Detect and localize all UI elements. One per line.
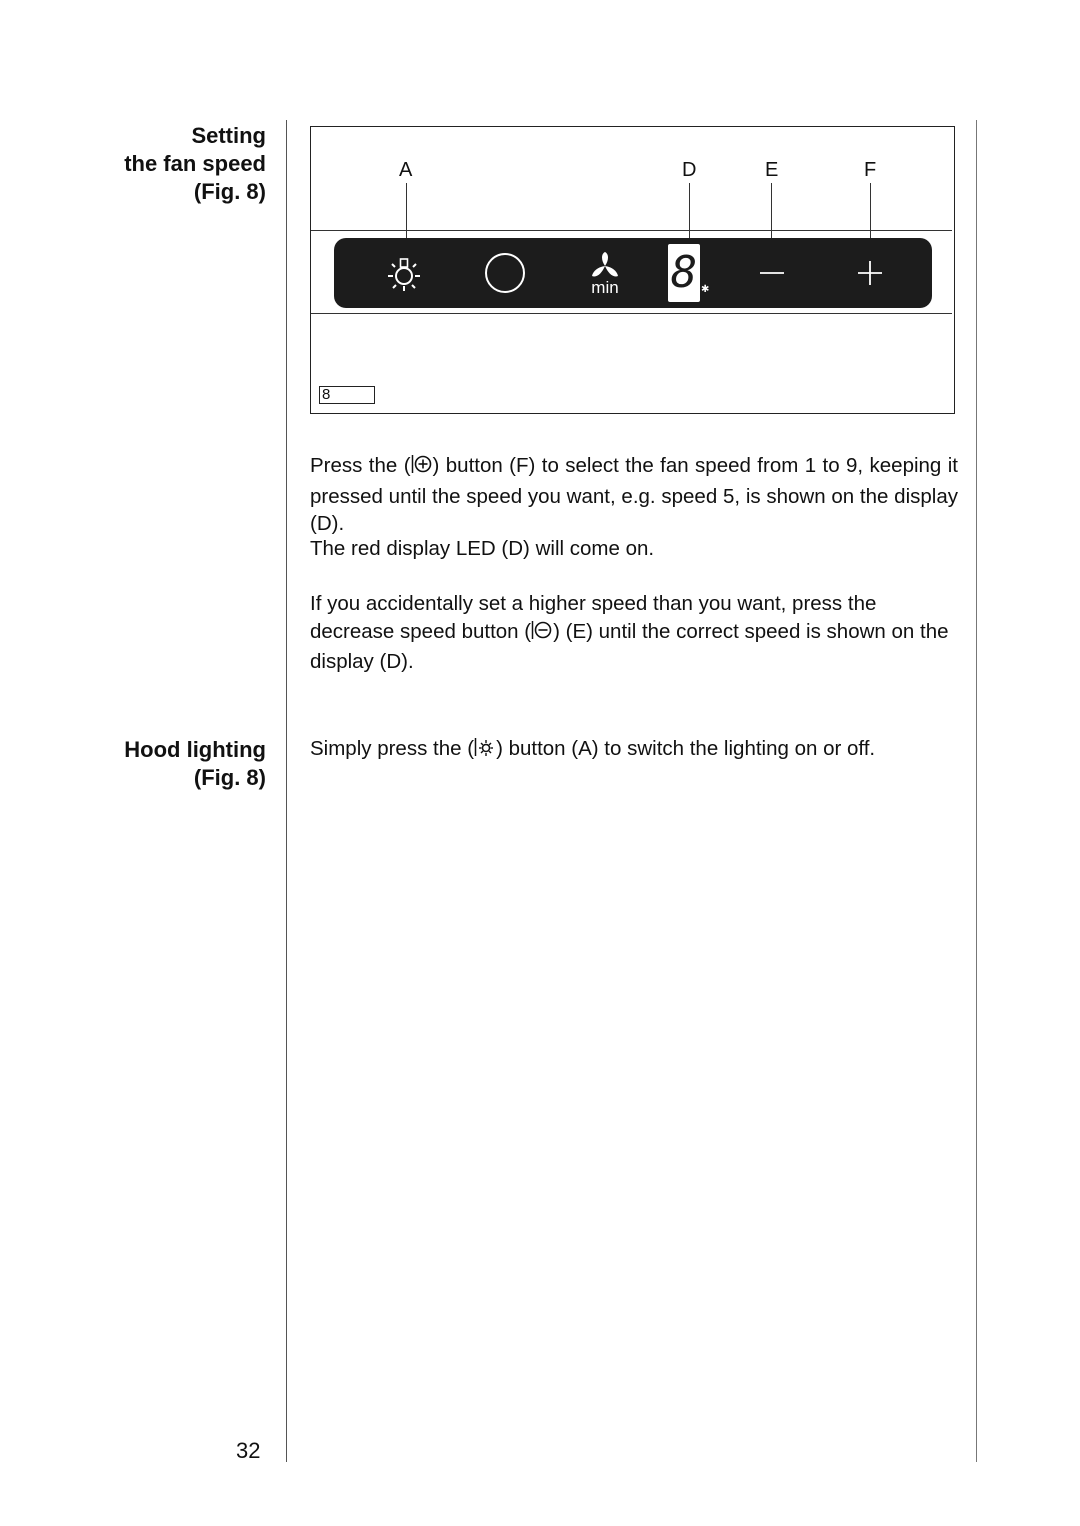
fan-speed-heading — [124, 122, 266, 206]
decrease-speed-button[interactable] — [747, 238, 797, 308]
figure-8-control-panel — [310, 126, 955, 414]
minus-icon — [757, 258, 787, 288]
p2-text-b: ) (E) until the correct speed is shown on the display (D). — [310, 619, 949, 673]
hood-lighting-heading-line-2: (Fig. 8) — [193, 765, 266, 790]
fan-speed-instruction — [310, 452, 958, 538]
plus-button-icon — [411, 453, 433, 483]
speed-display — [668, 244, 700, 302]
light-icon — [380, 249, 428, 297]
light-button[interactable] — [369, 238, 439, 308]
fan-min-caption: min — [591, 278, 619, 297]
led-icon: ✱ — [701, 284, 710, 295]
left-column-rule — [286, 120, 287, 1462]
leader-line-d — [689, 183, 690, 245]
panel-top-edge — [311, 230, 952, 231]
hood-lighting-heading — [124, 736, 266, 792]
label-d: D — [682, 159, 697, 181]
fan-button[interactable] — [565, 238, 645, 308]
decrease-speed-instruction — [310, 590, 958, 676]
minus-button-icon — [531, 619, 553, 649]
hood-lighting-heading-line-1: Hood lighting — [124, 737, 266, 762]
figure-number-tag: 8 — [319, 386, 375, 404]
p3-text-b: ) button (A) to switch the lighting on or off. — [496, 737, 876, 760]
right-column-rule — [976, 120, 977, 1462]
panel-bottom-edge — [311, 313, 952, 314]
power-button[interactable] — [470, 238, 540, 308]
p1-text-b: ) button (F) to select the fan speed from 1 to 9, keeping it pressed until the speed you want, e.g. speed 5, is shown on the display (D). — [310, 454, 958, 535]
leader-line-a — [406, 183, 407, 245]
display-digit: 8 — [670, 247, 698, 298]
control-panel — [334, 238, 932, 308]
label-e: E — [765, 159, 779, 181]
page-number: 32 — [236, 1438, 261, 1463]
p1-text-a: Press the ( — [310, 454, 411, 477]
p1-text-c: The red display LED (D) will come on. — [310, 537, 655, 560]
label-a: A — [399, 159, 413, 181]
increase-speed-button[interactable] — [845, 238, 895, 308]
p2-text-a: If you accidentally set a higher speed than you want, press the decrease speed button ( — [310, 592, 877, 643]
label-f: F — [864, 159, 877, 181]
fan-speed-heading-line-2: the fan speed — [124, 151, 266, 176]
light-button-icon — [474, 736, 496, 766]
circle-icon — [482, 250, 528, 296]
led-note — [310, 535, 958, 563]
hood-lighting-instruction — [310, 735, 958, 766]
fan-icon — [587, 250, 623, 280]
p3-text-a: Simply press the ( — [310, 737, 475, 760]
plus-icon — [855, 258, 885, 288]
fan-speed-heading-line-1: Setting — [191, 123, 266, 148]
fan-speed-heading-line-3: (Fig. 8) — [193, 179, 266, 204]
